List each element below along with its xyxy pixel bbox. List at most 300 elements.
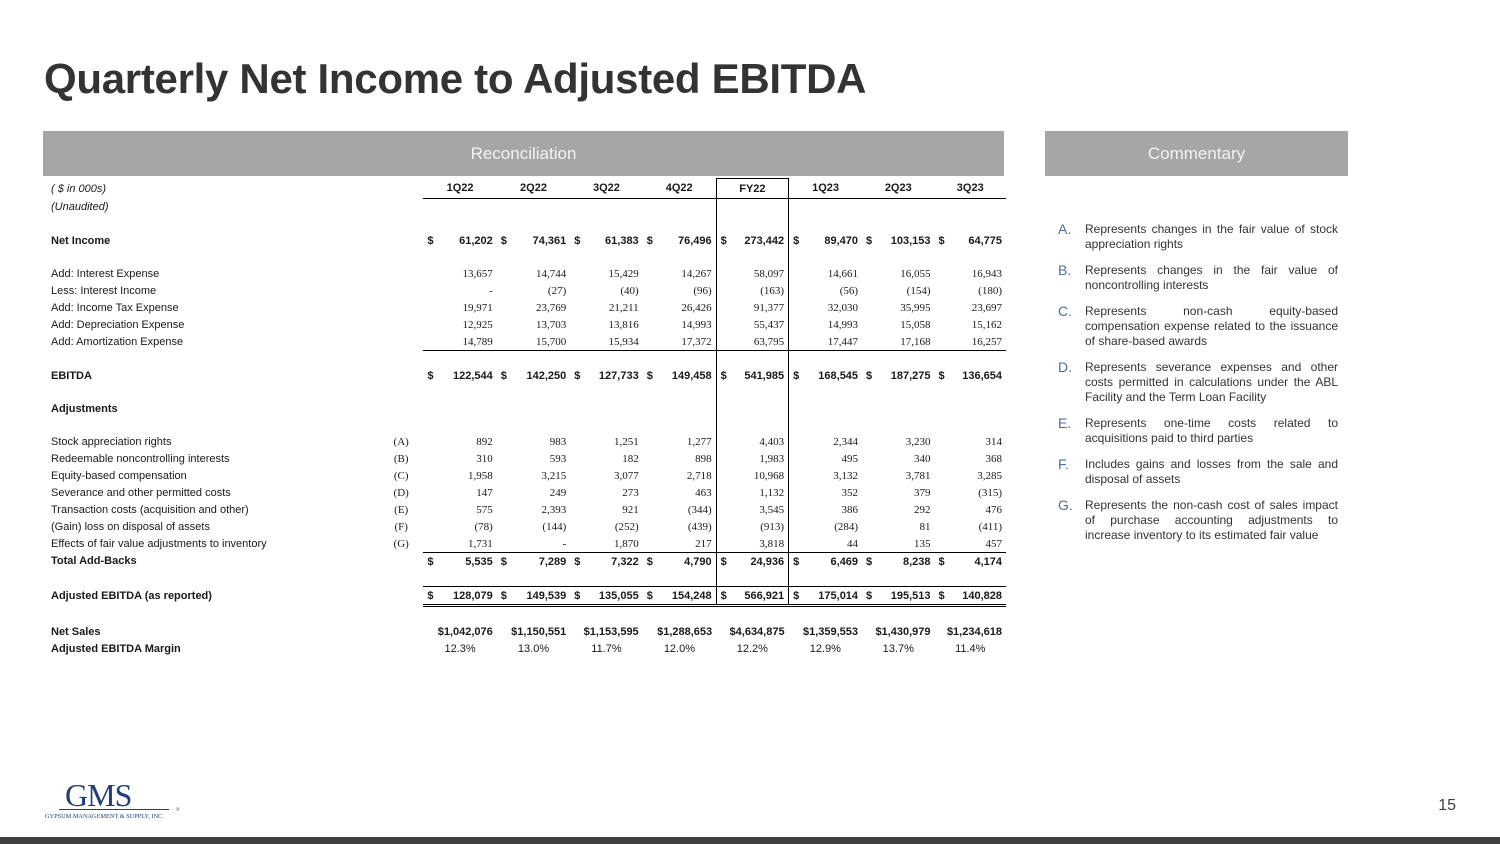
amount: 273,442 xyxy=(744,234,785,247)
value-cell: 463 xyxy=(695,486,712,499)
table-row xyxy=(47,518,1006,535)
net-income-label: Net Income xyxy=(51,234,111,247)
value-cell: 13,816 xyxy=(608,318,639,331)
bottom-bar xyxy=(0,837,1500,844)
amount: 187,275 xyxy=(890,369,931,382)
amount: 175,014 xyxy=(818,589,859,602)
amount: 64,775 xyxy=(968,234,1002,247)
value-cell: 273 xyxy=(622,486,639,499)
row-label: Stock appreciation rights xyxy=(51,435,172,448)
value-cell: 3,781 xyxy=(905,469,931,482)
amount: 541,985 xyxy=(744,369,785,382)
value-cell: 135 xyxy=(862,535,934,553)
amount: 128,079 xyxy=(453,589,493,602)
amount: 140,828 xyxy=(962,589,1002,602)
currency-symbol: $ xyxy=(500,234,507,247)
row-label: (Gain) loss on disposal of assets xyxy=(51,520,210,533)
commentary-item xyxy=(1058,304,1338,349)
value-cell: 892 xyxy=(476,435,493,448)
currency-symbol: $ xyxy=(427,369,434,382)
currency-symbol: $ xyxy=(938,589,945,602)
value-cell: (40) xyxy=(620,284,639,297)
value-cell: 13,657 xyxy=(462,267,493,280)
currency-symbol: $ xyxy=(720,234,727,247)
currency-symbol: $ xyxy=(646,589,653,602)
margin-label: Adjusted EBITDA Margin xyxy=(51,642,181,655)
value-cell xyxy=(716,587,788,606)
value-cell xyxy=(497,367,570,384)
spacer-row xyxy=(47,384,1006,400)
spacer-row xyxy=(47,351,1006,368)
unit-label: ( $ in 000s) xyxy=(51,182,107,195)
currency-symbol: $ xyxy=(793,589,800,602)
value-cell: 495 xyxy=(841,452,859,465)
value-cell: 14,993 xyxy=(681,318,712,331)
amount: 195,513 xyxy=(890,589,931,602)
value-cell: $1,150,551 xyxy=(511,625,567,638)
currency-symbol: $ xyxy=(427,234,434,247)
commentary-item xyxy=(1058,416,1338,446)
value-cell: 217 xyxy=(643,535,716,553)
value-cell: 3,215 xyxy=(541,469,567,482)
value-cell: 147 xyxy=(476,486,493,499)
value-cell xyxy=(570,553,642,571)
value-cell: 15,058 xyxy=(900,318,931,331)
adjustments-row xyxy=(47,400,1006,417)
value-cell xyxy=(935,232,1007,249)
commentary-letter: G. xyxy=(1058,497,1073,513)
currency-symbol: $ xyxy=(720,555,727,568)
value-cell: 14,789 xyxy=(423,333,496,351)
commentary-letter: A. xyxy=(1058,221,1072,237)
value-cell xyxy=(862,553,934,571)
value-cell: 55,437 xyxy=(716,316,788,333)
logo-wordmark: GMS xyxy=(65,778,132,813)
col-1q23: 1Q23 xyxy=(789,179,862,199)
value-cell: $4,634,875 xyxy=(729,625,785,638)
table-row xyxy=(47,467,1006,484)
commentary-text: Includes gains and losses from the sale and disposal of assets xyxy=(1085,457,1338,486)
value-cell: (78) xyxy=(474,520,493,533)
footnote-ref: (E) xyxy=(394,503,409,516)
commentary-header: Commentary xyxy=(1045,131,1348,176)
value-cell: $1,153,595 xyxy=(583,625,639,638)
commentary-letter: C. xyxy=(1058,303,1072,319)
commentary-item xyxy=(1058,263,1338,293)
currency-symbol: $ xyxy=(646,555,653,568)
value-cell xyxy=(570,587,642,606)
currency-symbol: $ xyxy=(646,234,653,247)
value-cell: $1,288,653 xyxy=(657,625,713,638)
commentary-text: Represents changes in the fair value of stock appreciation rights xyxy=(1085,222,1338,251)
amount: 7,289 xyxy=(538,555,567,568)
commentary-letter: B. xyxy=(1058,262,1072,278)
value-cell: (284) xyxy=(834,520,859,533)
value-cell xyxy=(935,587,1007,606)
value-cell: 11.4% xyxy=(955,642,986,655)
value-cell: 16,257 xyxy=(935,333,1007,351)
row-label: Effects of fair value adjustments to inventory xyxy=(51,537,267,550)
col-1q22: 1Q22 xyxy=(423,179,496,199)
margin-row xyxy=(47,640,1006,657)
value-cell: 44 xyxy=(789,535,862,553)
reconciliation-header: Reconciliation xyxy=(43,131,1004,176)
currency-symbol: $ xyxy=(938,555,945,568)
value-cell: (439) xyxy=(687,520,712,533)
value-cell xyxy=(789,587,862,606)
value-cell xyxy=(935,553,1007,571)
value-cell: (344) xyxy=(687,503,712,516)
currency-symbol: $ xyxy=(574,234,581,247)
spacer-row xyxy=(47,417,1006,433)
value-cell: 23,697 xyxy=(971,301,1002,314)
value-cell xyxy=(423,367,496,384)
commentary-item xyxy=(1058,222,1338,252)
net-sales-label: Net Sales xyxy=(51,625,101,638)
commentary-item xyxy=(1058,498,1338,543)
value-cell: (96) xyxy=(693,284,712,297)
footnote-ref: (B) xyxy=(393,452,409,465)
commentary-letter: E. xyxy=(1058,415,1072,431)
value-cell: 292 xyxy=(914,503,931,516)
value-cell: 575 xyxy=(476,503,493,516)
value-cell: 921 xyxy=(622,503,639,516)
value-cell: 13.0% xyxy=(517,642,550,655)
value-cell: 476 xyxy=(985,503,1002,516)
value-cell xyxy=(862,367,934,384)
currency-symbol: $ xyxy=(866,589,873,602)
footnote-ref: (A) xyxy=(393,435,409,448)
table-row xyxy=(47,484,1006,501)
currency-symbol: $ xyxy=(866,369,873,382)
value-cell: - xyxy=(489,284,493,297)
value-cell: 2,718 xyxy=(686,469,712,482)
currency-symbol: $ xyxy=(574,555,581,568)
ebitda-label: EBITDA xyxy=(51,369,92,382)
amount: 76,496 xyxy=(677,234,712,247)
currency-symbol: $ xyxy=(574,369,581,382)
value-cell xyxy=(643,553,716,571)
currency-symbol: $ xyxy=(500,369,507,382)
value-cell: (315) xyxy=(978,486,1002,499)
value-cell: 12.0% xyxy=(663,642,696,655)
value-cell: 593 xyxy=(549,452,567,465)
col-4q22: 4Q22 xyxy=(643,179,716,199)
reconciliation-table xyxy=(47,178,1006,657)
amount: 61,383 xyxy=(605,234,639,247)
value-cell: 17,447 xyxy=(789,333,862,351)
row-label: Add: Income Tax Expense xyxy=(51,301,179,314)
value-cell: (163) xyxy=(716,282,788,299)
value-cell: 1,958 xyxy=(468,469,493,482)
value-cell: - xyxy=(497,535,570,553)
value-cell xyxy=(570,367,642,384)
amount: 136,654 xyxy=(962,369,1002,382)
value-cell: 32,030 xyxy=(827,301,859,314)
value-cell: 15,429 xyxy=(608,267,639,280)
value-cell: 3,545 xyxy=(716,501,788,518)
value-cell: 16,943 xyxy=(971,267,1002,280)
value-cell: 386 xyxy=(841,503,859,516)
value-cell: 91,377 xyxy=(716,299,788,316)
currency-symbol: $ xyxy=(500,589,507,602)
value-cell: (154) xyxy=(906,284,931,297)
value-cell: 35,995 xyxy=(900,301,931,314)
value-cell: 1,251 xyxy=(613,435,639,448)
spacer-row xyxy=(47,570,1006,587)
value-cell: 3,818 xyxy=(716,535,788,553)
value-cell: (180) xyxy=(978,284,1002,297)
row-label: Equity-based compensation xyxy=(51,469,187,482)
value-cell: 3,077 xyxy=(613,469,639,482)
currency-symbol: $ xyxy=(866,555,873,568)
currency-symbol: $ xyxy=(938,369,945,382)
value-cell xyxy=(716,553,788,571)
table-row xyxy=(47,316,1006,333)
footnote-ref: (F) xyxy=(394,520,408,533)
commentary-text: Represents the non-cash cost of sales impact of purchase accounting adjustments to increase inventory to its estimated fair value xyxy=(1085,498,1338,542)
commentary-letter: D. xyxy=(1058,359,1072,375)
currency-symbol: $ xyxy=(720,589,727,602)
unaudited-row xyxy=(47,199,1006,217)
value-cell: 23,769 xyxy=(535,301,567,314)
value-cell xyxy=(497,553,570,571)
row-label: Add: Amortization Expense xyxy=(51,335,184,348)
value-cell: 1,132 xyxy=(716,484,788,501)
value-cell: 4,403 xyxy=(716,433,788,450)
page-number: 15 xyxy=(1438,797,1456,814)
spacer-row xyxy=(47,216,1006,232)
value-cell: 15,162 xyxy=(971,318,1002,331)
table-row xyxy=(47,501,1006,518)
value-cell: 15,934 xyxy=(570,333,642,351)
amount: 122,544 xyxy=(453,369,493,382)
value-cell: 58,097 xyxy=(716,265,788,282)
value-cell: 1,731 xyxy=(423,535,496,553)
value-cell xyxy=(643,232,716,249)
total-addbacks-label: Total Add-Backs xyxy=(51,555,137,568)
value-cell: 13,703 xyxy=(535,318,567,331)
amount: 61,202 xyxy=(459,234,493,247)
value-cell: 3,285 xyxy=(977,469,1002,482)
value-cell: 983 xyxy=(549,435,567,448)
adjusted-ebitda-label: Adjusted EBITDA (as reported) xyxy=(51,590,212,602)
value-cell: 379 xyxy=(914,486,931,499)
value-cell: 1,277 xyxy=(686,435,712,448)
value-cell: 12.2% xyxy=(736,642,768,655)
value-cell xyxy=(643,367,716,384)
commentary-item xyxy=(1058,457,1338,487)
page-title: Quarterly Net Income to Adjusted EBITDA xyxy=(44,55,867,102)
amount: 566,921 xyxy=(744,589,785,602)
value-cell: 314 xyxy=(985,435,1002,448)
col-2q23: 2Q23 xyxy=(862,179,934,199)
value-cell: 81 xyxy=(919,520,931,533)
adjustments-label: Adjustments xyxy=(51,402,118,415)
currency-symbol: $ xyxy=(793,234,800,247)
currency-symbol: $ xyxy=(793,555,800,568)
logo-tagline: GYPSUM MANAGEMENT & SUPPLY, INC. xyxy=(45,813,164,820)
value-cell: 13.7% xyxy=(882,642,914,655)
table-row xyxy=(47,450,1006,467)
amount: 154,248 xyxy=(671,589,712,602)
ebitda-row xyxy=(47,367,1006,384)
value-cell: 898 xyxy=(695,452,712,465)
amount: 7,322 xyxy=(611,555,639,568)
amount: 74,361 xyxy=(532,234,567,247)
commentary-text: Represents changes in the fair value of noncontrolling interests xyxy=(1085,263,1338,292)
col-3q22: 3Q22 xyxy=(570,179,642,199)
value-cell: 12,925 xyxy=(462,318,493,331)
value-cell: 457 xyxy=(935,535,1007,553)
amount: 168,545 xyxy=(818,369,859,382)
value-cell: 310 xyxy=(476,452,493,465)
column-header-row xyxy=(47,179,1006,199)
table-row xyxy=(47,265,1006,282)
adjusted-ebitda-row xyxy=(47,587,1006,606)
table-row xyxy=(47,333,1006,351)
col-fy22: FY22 xyxy=(716,179,788,199)
value-cell xyxy=(789,553,862,571)
col-2q22: 2Q22 xyxy=(497,179,570,199)
commentary-list xyxy=(1058,222,1338,554)
amount: 142,250 xyxy=(526,369,567,382)
value-cell: 1,983 xyxy=(716,450,788,467)
value-cell: 17,372 xyxy=(643,333,716,351)
value-cell xyxy=(570,232,642,249)
value-cell: 26,426 xyxy=(681,301,712,314)
value-cell: $1,234,618 xyxy=(946,625,1002,638)
value-cell xyxy=(716,367,788,384)
amount: 103,153 xyxy=(890,234,931,247)
value-cell xyxy=(935,367,1007,384)
amount: 4,174 xyxy=(974,555,1002,568)
amount: 6,469 xyxy=(830,555,859,568)
amount: 149,458 xyxy=(671,369,712,382)
row-label: Severance and other permitted costs xyxy=(51,486,231,499)
value-cell: 15,700 xyxy=(497,333,570,351)
value-cell xyxy=(862,232,934,249)
value-cell xyxy=(497,587,570,606)
value-cell: (913) xyxy=(716,518,788,535)
unaudited-label: (Unaudited) xyxy=(51,201,109,214)
commentary-text: Represents severance expenses and other costs permitted in calculations under the ABL Facility and the Term Loan Facility xyxy=(1085,360,1338,404)
commentary-item xyxy=(1058,360,1338,405)
value-cell: 16,055 xyxy=(900,267,931,280)
value-cell: 182 xyxy=(622,452,639,465)
amount: 8,238 xyxy=(902,555,931,568)
row-label: Less: Interest Income xyxy=(51,284,157,297)
value-cell: $1,359,553 xyxy=(802,625,859,638)
row-label: Transaction costs (acquisition and other) xyxy=(51,503,249,516)
currency-symbol: $ xyxy=(500,555,507,568)
value-cell: 14,993 xyxy=(827,318,859,331)
currency-symbol: $ xyxy=(720,369,727,382)
value-cell: (144) xyxy=(542,520,567,533)
value-cell: 3,230 xyxy=(905,435,931,448)
net-sales-row xyxy=(47,623,1006,640)
value-cell xyxy=(716,232,788,249)
value-cell xyxy=(423,232,496,249)
currency-symbol: $ xyxy=(574,589,581,602)
value-cell: 1,870 xyxy=(570,535,642,553)
amount: 24,936 xyxy=(750,555,785,568)
value-cell: 14,661 xyxy=(827,267,859,280)
value-cell: 249 xyxy=(549,486,567,499)
logo-registered: ® xyxy=(176,808,180,813)
currency-symbol: $ xyxy=(866,234,873,247)
value-cell xyxy=(643,587,716,606)
value-cell: 17,168 xyxy=(862,333,934,351)
value-cell xyxy=(497,232,570,249)
value-cell: 14,267 xyxy=(681,267,712,280)
amount: 135,055 xyxy=(598,589,639,602)
value-cell: $1,042,076 xyxy=(437,625,493,638)
commentary-letter: F. xyxy=(1058,456,1069,472)
value-cell: 12.9% xyxy=(809,642,841,655)
footnote-ref: (G) xyxy=(393,537,409,550)
value-cell: 21,211 xyxy=(608,301,639,314)
amount: 4,790 xyxy=(684,555,712,568)
amount: 5,535 xyxy=(465,555,493,568)
spacer-row xyxy=(47,249,1006,265)
table-row xyxy=(47,535,1006,553)
footnote-ref: (D) xyxy=(393,486,409,499)
value-cell: 11.7% xyxy=(591,642,622,655)
value-cell xyxy=(789,232,862,249)
value-cell: 2,344 xyxy=(833,435,859,448)
value-cell: 352 xyxy=(841,486,859,499)
value-cell: (252) xyxy=(614,520,639,533)
row-label: Add: Depreciation Expense xyxy=(51,318,185,331)
net-income-row xyxy=(47,232,1006,249)
currency-symbol: $ xyxy=(938,234,945,247)
value-cell: $1,430,979 xyxy=(875,625,931,638)
commentary-text: Represents one-time costs related to acquisitions paid to third parties xyxy=(1085,416,1338,445)
value-cell: 63,795 xyxy=(716,333,788,351)
table-row xyxy=(47,282,1006,299)
value-cell: 19,971 xyxy=(462,301,493,314)
value-cell xyxy=(862,587,934,606)
row-label: Redeemable noncontrolling interests xyxy=(51,452,230,465)
currency-symbol: $ xyxy=(427,555,434,568)
commentary-text: Represents non-cash equity-based compensation expense related to the issuance of share-based awards xyxy=(1085,304,1338,348)
gms-logo xyxy=(45,778,183,822)
currency-symbol: $ xyxy=(793,369,800,382)
value-cell: 12.3% xyxy=(444,642,476,655)
value-cell xyxy=(789,367,862,384)
currency-symbol: $ xyxy=(427,589,434,602)
value-cell: 3,132 xyxy=(833,469,859,482)
amount: 89,470 xyxy=(824,234,859,247)
footnote-ref: (C) xyxy=(393,469,409,482)
value-cell xyxy=(423,553,496,571)
table-row xyxy=(47,299,1006,316)
amount: 127,733 xyxy=(598,369,639,382)
value-cell: (56) xyxy=(839,284,859,297)
value-cell: 14,744 xyxy=(535,267,567,280)
amount: 149,539 xyxy=(526,589,567,602)
value-cell xyxy=(423,587,496,606)
value-cell: (411) xyxy=(978,520,1002,533)
value-cell: (27) xyxy=(547,284,567,297)
value-cell: 340 xyxy=(914,452,931,465)
value-cell: 2,393 xyxy=(541,503,567,516)
value-cell: 10,968 xyxy=(716,467,788,484)
table-row xyxy=(47,433,1006,450)
value-cell: 368 xyxy=(985,452,1002,465)
currency-symbol: $ xyxy=(646,369,653,382)
